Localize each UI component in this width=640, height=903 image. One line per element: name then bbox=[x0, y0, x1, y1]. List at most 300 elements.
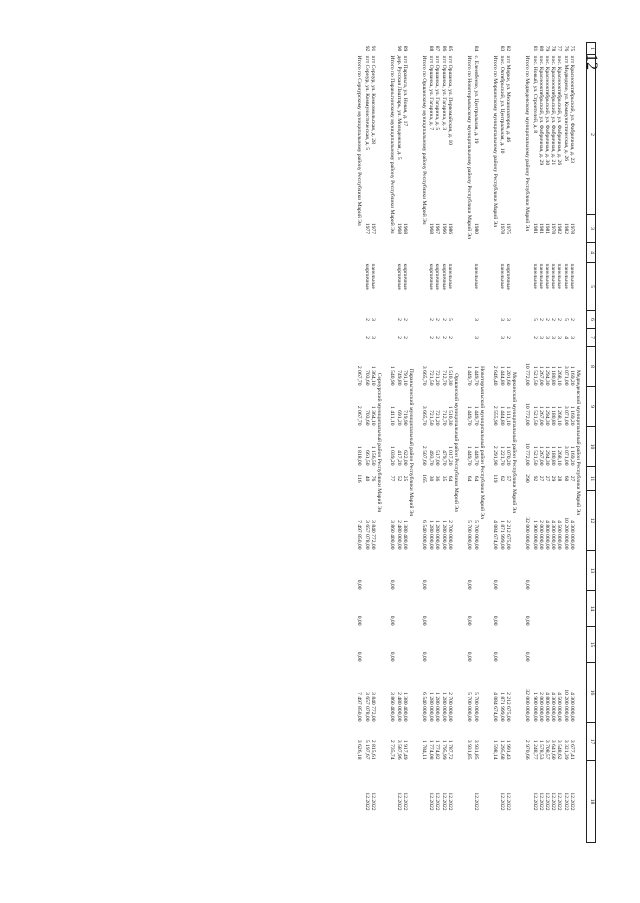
section-title: Оршанский муниципальный район Республики Марий Эл bbox=[452, 373, 459, 512]
total-cell bbox=[387, 43, 395, 55]
repair-program-table bbox=[355, 42, 596, 843]
table-row bbox=[555, 43, 561, 843]
total-cell bbox=[523, 263, 531, 311]
total-cell bbox=[490, 243, 498, 263]
table-cell: 1 156,50 bbox=[369, 445, 376, 466]
total-cell bbox=[523, 761, 531, 843]
table-cell: 1 280 000,00 bbox=[428, 520, 435, 550]
table-cell: 1 070,20 bbox=[505, 445, 512, 466]
table-cell: 1 364,10 bbox=[369, 405, 376, 426]
total-cell: 7 497 850,00 bbox=[356, 692, 363, 722]
table-cell bbox=[505, 627, 511, 663]
table-cell: 4 800 000,00 bbox=[543, 692, 550, 722]
table-cell bbox=[369, 243, 375, 263]
table-cell: 1 364,10 bbox=[369, 365, 376, 386]
total-cell bbox=[387, 311, 395, 329]
section-heading-row bbox=[511, 43, 523, 843]
table-cell: пгт Оршанка, ул. Гагарина, д. 3 bbox=[440, 55, 447, 131]
table-cell: панельные bbox=[369, 263, 376, 290]
total-cell: 10 772,00 bbox=[524, 443, 531, 466]
table-cell: 2 000 000,00 bbox=[537, 520, 544, 550]
table-cell: 1978 bbox=[568, 222, 575, 235]
total-cell: 6 540 000,00 bbox=[421, 692, 428, 722]
table-cell: панельные bbox=[537, 263, 544, 290]
table-cell: 1982 bbox=[556, 222, 563, 235]
total-cell: 0,00 bbox=[465, 579, 472, 590]
table-cell bbox=[401, 243, 407, 263]
table-cell bbox=[543, 243, 549, 263]
table-cell: 77 bbox=[556, 45, 563, 52]
total-cell bbox=[523, 243, 531, 263]
table-cell: 1 917,49 bbox=[402, 739, 409, 760]
section-title: Новоторъяльский муниципальный район Республики Марий Эл bbox=[478, 366, 485, 519]
section-title: Сернурский муниципальный район Республики Марий Эл bbox=[375, 372, 382, 513]
table-cell bbox=[555, 243, 561, 263]
table-cell: 712,70 bbox=[440, 370, 447, 386]
table-cell: 2 bbox=[434, 336, 441, 339]
total-cell bbox=[523, 43, 531, 55]
total-cell bbox=[419, 263, 427, 311]
table-cell: 721,50 bbox=[428, 370, 435, 386]
section-total-row bbox=[490, 43, 498, 843]
column-header: 7 bbox=[587, 329, 596, 347]
column-header: 12 bbox=[587, 491, 596, 551]
table-cell: 3 071,00 bbox=[562, 365, 569, 386]
table-cell: кирпичные bbox=[440, 263, 447, 291]
table-cell: 1 444,80 bbox=[499, 405, 506, 426]
table-cell: панельные bbox=[473, 263, 480, 290]
table-cell: 712,70 bbox=[440, 410, 447, 426]
section-heading-row bbox=[574, 43, 587, 843]
table-cell: 1 449,70 bbox=[473, 445, 480, 466]
table-cell: 1 380 400,00 bbox=[402, 692, 409, 722]
table-cell bbox=[555, 551, 561, 591]
table-row bbox=[427, 43, 433, 843]
table-cell: 1977 bbox=[369, 222, 376, 235]
section-heading-row bbox=[407, 43, 419, 843]
table-cell: 1 871 999,00 bbox=[499, 520, 506, 550]
table-cell: 2 bbox=[568, 318, 575, 321]
table-cell: 4 300 000,00 bbox=[550, 520, 557, 550]
total-cell: 0,00 bbox=[524, 615, 531, 626]
table-cell: 479,70 bbox=[440, 450, 447, 466]
table-cell: 12.2022 bbox=[369, 792, 376, 811]
table-cell: 2 700 000,00 bbox=[446, 520, 453, 550]
table-cell: 2 bbox=[363, 336, 370, 339]
table-cell: 91 bbox=[369, 45, 376, 52]
total-cell: Итого по Медведевскому муниципальному району Республики Марий Эл bbox=[524, 55, 531, 232]
table-cell bbox=[446, 627, 452, 663]
table-cell bbox=[369, 551, 375, 591]
total-cell: 10 772,00 bbox=[524, 363, 531, 386]
total-cell: 0,00 bbox=[492, 615, 499, 626]
table-cell: 12.2022 bbox=[434, 792, 441, 811]
column-header: 9 bbox=[587, 387, 596, 427]
table-cell: 4 300 000,00 bbox=[550, 692, 557, 722]
column-header: 1 bbox=[587, 43, 596, 55]
table-cell: 3 bbox=[537, 336, 544, 339]
total-cell: 0,00 bbox=[356, 615, 363, 626]
table-cell: 5 bbox=[446, 318, 453, 321]
total-cell bbox=[355, 329, 363, 347]
table-cell: 1967 bbox=[434, 222, 441, 235]
table-cell: 703,60 bbox=[363, 410, 370, 426]
table-cell: 92 bbox=[363, 45, 370, 52]
total-cell bbox=[387, 761, 395, 843]
table-row bbox=[549, 43, 555, 843]
table-cell: пгт Медведево, ул. Коммунистическая, д. 26 bbox=[562, 55, 569, 162]
table-cell: 12.2022 bbox=[543, 792, 550, 811]
table-cell bbox=[446, 591, 452, 627]
table-cell bbox=[427, 243, 433, 263]
table-cell: 1 180,80 bbox=[550, 365, 557, 386]
table-cell bbox=[555, 627, 561, 663]
table-cell: 791,10 bbox=[402, 370, 409, 386]
table-cell: 1981 bbox=[543, 222, 550, 235]
total-cell bbox=[355, 243, 363, 263]
table-cell: 1981 bbox=[531, 222, 538, 235]
table-cell: 79 bbox=[543, 45, 550, 52]
table-cell: 1975 bbox=[505, 222, 512, 235]
total-cell bbox=[419, 761, 427, 843]
table-cell: 5 bbox=[562, 318, 569, 321]
total-cell: 1 449,70 bbox=[465, 445, 472, 466]
section-total-row bbox=[387, 43, 395, 843]
table-cell: 2 480 000,00 bbox=[395, 520, 402, 550]
table-cell: пгт Оршанка, ул. Первомайская, д. 10 bbox=[446, 55, 453, 146]
total-cell bbox=[419, 243, 427, 263]
table-cell bbox=[434, 243, 440, 263]
table-cell bbox=[498, 591, 504, 627]
column-header: 15 bbox=[587, 627, 596, 663]
table-cell: 82 bbox=[505, 45, 512, 52]
table-cell bbox=[537, 627, 543, 663]
table-cell: пос. Октябрьский, ул. Центральная, д. 10 bbox=[499, 55, 506, 154]
total-cell bbox=[387, 263, 395, 311]
table-cell bbox=[549, 591, 555, 627]
table-cell: 2 480 000,00 bbox=[395, 692, 402, 722]
total-cell: 4 084 674,00 bbox=[492, 520, 499, 550]
table-cell bbox=[531, 551, 537, 591]
table-cell: 517,00 bbox=[434, 450, 441, 466]
table-cell: 3 bbox=[568, 336, 575, 339]
table-cell: 2 bbox=[440, 336, 447, 339]
table-cell: 27 bbox=[543, 475, 550, 482]
total-cell bbox=[419, 43, 427, 55]
table-cell: 1968 bbox=[395, 222, 402, 235]
table-cell: 12.2022 bbox=[550, 792, 557, 811]
table-cell: 3 321,39 bbox=[562, 739, 569, 760]
table-cell: 3 071,00 bbox=[562, 405, 569, 426]
table-cell: 1 521,50 bbox=[531, 445, 538, 466]
table-cell: 1 787,72 bbox=[446, 739, 453, 760]
table-cell bbox=[369, 627, 375, 663]
table-cell: 2 bbox=[434, 318, 441, 321]
column-header: 17 bbox=[587, 723, 596, 761]
table-cell: 3 587,96 bbox=[395, 739, 402, 760]
total-cell: 0,00 bbox=[421, 615, 428, 626]
table-cell: 80 bbox=[537, 45, 544, 52]
table-cell: 89 bbox=[402, 45, 409, 52]
section-heading-row bbox=[478, 43, 490, 843]
table-cell: 2 bbox=[428, 336, 435, 339]
total-cell: 1 598,14 bbox=[492, 739, 499, 760]
table-cell: 1 111,10 bbox=[505, 406, 512, 426]
table-cell: 3 840 772,00 bbox=[369, 520, 376, 550]
table-cell: 4 300 000,00 bbox=[568, 692, 575, 722]
table-cell: 1968 bbox=[428, 222, 435, 235]
total-cell: 3 860 400,00 bbox=[388, 692, 395, 722]
page-number: 12 bbox=[583, 54, 600, 70]
total-cell: 77 bbox=[388, 475, 395, 482]
table-cell: 1 268,10 bbox=[556, 445, 563, 466]
table-cell: 81 bbox=[531, 45, 538, 52]
table-cell: кирпичные bbox=[505, 263, 512, 291]
table-row bbox=[531, 43, 537, 843]
table-cell: 5 700 000,00 bbox=[473, 692, 480, 722]
total-cell: 0,00 bbox=[492, 579, 499, 590]
table-cell: 1968 bbox=[402, 222, 409, 235]
table-cell: 1 449,70 bbox=[473, 365, 480, 386]
total-cell: Итого по Оршанскому муниципальному району Республики Марий Эл bbox=[421, 55, 428, 225]
table-cell: 1 774,08 bbox=[428, 739, 435, 760]
table-cell: панельные bbox=[499, 263, 506, 290]
table-cell: 1 380 400,00 bbox=[402, 520, 409, 550]
table-cell: 64 bbox=[446, 475, 453, 482]
section-total-row bbox=[464, 43, 472, 843]
table-cell: 12.2022 bbox=[568, 792, 575, 811]
section-heading-row bbox=[452, 43, 464, 843]
table-cell: 1 991,43 bbox=[505, 739, 512, 760]
table-cell: кирпичные bbox=[395, 263, 402, 291]
table-cell: панельные bbox=[531, 263, 538, 290]
table-row bbox=[434, 43, 440, 843]
table-cell bbox=[549, 551, 555, 591]
table-cell: 3 071,00 bbox=[562, 445, 569, 466]
table-cell: 5 700 000,00 bbox=[473, 520, 480, 550]
table-cell: пгт Сернур, ул. Комсомольская, д. 28 bbox=[369, 55, 376, 144]
table-cell: 1 449,70 bbox=[473, 405, 480, 426]
total-cell: Итого по Новоторъяльскому муниципальному району Республики Марий Эл bbox=[465, 55, 472, 239]
table-row bbox=[498, 43, 504, 843]
table-cell: 3 bbox=[499, 318, 506, 321]
table-cell: 2 bbox=[531, 336, 538, 339]
table-cell: 2 bbox=[395, 318, 402, 321]
table-cell: 1 280 000,00 bbox=[428, 692, 435, 722]
section-title: Медведевский муниципальный район Республики Марий Эл bbox=[574, 370, 581, 515]
table-cell: 1986 bbox=[446, 222, 453, 235]
table-cell: 1 900 000,00 bbox=[531, 692, 538, 722]
section-total-row bbox=[355, 43, 363, 843]
table-cell: 622,00 bbox=[402, 450, 409, 466]
total-cell bbox=[490, 329, 498, 347]
table-cell: 84 bbox=[473, 45, 480, 52]
column-header: 13 bbox=[587, 551, 596, 591]
total-cell: 64 bbox=[465, 475, 472, 482]
total-cell bbox=[419, 311, 427, 329]
table-cell bbox=[363, 243, 369, 263]
column-header: 8 bbox=[587, 347, 596, 387]
table-cell bbox=[562, 243, 568, 263]
table-cell: панельные bbox=[556, 263, 563, 290]
table-cell bbox=[549, 243, 555, 263]
table-cell: 1978 bbox=[499, 222, 506, 235]
table-cell: панельные bbox=[446, 263, 453, 290]
table-cell: 5 bbox=[531, 318, 538, 321]
table-cell: 57 bbox=[505, 475, 512, 482]
table-cell bbox=[549, 627, 555, 663]
table-cell bbox=[434, 627, 440, 663]
total-cell: 116 bbox=[356, 474, 363, 483]
table-cell: 87 bbox=[434, 45, 441, 52]
table-cell bbox=[568, 243, 574, 263]
table-cell bbox=[531, 591, 537, 627]
total-cell: 2 555,90 bbox=[492, 405, 499, 426]
table-cell bbox=[427, 551, 433, 591]
table-cell: 85 bbox=[446, 45, 453, 52]
table-cell: пгт Оршанка, ул. Гагарина, д. 7 bbox=[428, 55, 435, 131]
table-cell: 12.2022 bbox=[402, 792, 409, 811]
table-cell: 4 bbox=[562, 336, 569, 339]
table-cell: 3 bbox=[369, 336, 376, 339]
table-cell: 2 bbox=[428, 318, 435, 321]
table-cell: 3 bbox=[543, 336, 550, 339]
table-cell: 12.2022 bbox=[440, 792, 447, 811]
column-header: 5 bbox=[587, 263, 596, 311]
table-cell: 1 521,50 bbox=[531, 405, 538, 426]
table-cell: 3 657 078,00 bbox=[363, 692, 370, 722]
total-cell: 0,00 bbox=[388, 651, 395, 662]
total-cell: 2 735,74 bbox=[388, 739, 395, 760]
table-cell: 60 bbox=[562, 475, 569, 482]
total-cell bbox=[355, 311, 363, 329]
total-cell bbox=[490, 761, 498, 843]
table-cell bbox=[446, 551, 452, 591]
table-cell bbox=[562, 551, 568, 591]
total-cell bbox=[387, 243, 395, 263]
table-cell bbox=[498, 627, 504, 663]
table-cell: 4 300 000,00 bbox=[568, 520, 575, 550]
table-cell bbox=[434, 551, 440, 591]
table-cell: 2 bbox=[402, 318, 409, 321]
table-cell: 12.2022 bbox=[363, 792, 370, 811]
table-cell: 30 bbox=[428, 475, 435, 482]
table-cell: 12.2022 bbox=[556, 792, 563, 811]
section-total-row bbox=[419, 43, 427, 843]
table-cell: 2 bbox=[395, 336, 402, 339]
table-cell: 1 169,20 bbox=[568, 405, 575, 426]
table-cell: 12.2022 bbox=[446, 792, 453, 811]
column-header: 18 bbox=[587, 761, 596, 843]
total-cell: Итого по Моркинскому муниципальному району Республики Марий Эл bbox=[492, 55, 499, 228]
table-cell: 1 280 000,00 bbox=[440, 520, 447, 550]
table-cell: 2 bbox=[446, 336, 453, 339]
table-cell: 2 bbox=[363, 318, 370, 321]
table-cell: 4 500 000,00 bbox=[556, 520, 563, 550]
table-cell: 2 bbox=[440, 318, 447, 321]
table-cell: панельные bbox=[543, 263, 550, 290]
total-cell bbox=[355, 761, 363, 843]
table-cell: 1 268,10 bbox=[556, 405, 563, 426]
total-cell: 3 931,85 bbox=[465, 739, 472, 760]
table-row bbox=[363, 43, 369, 843]
total-cell bbox=[490, 263, 498, 311]
table-cell: пгт Параньга, ул. Новая, д. 17 bbox=[402, 55, 409, 127]
table-cell bbox=[369, 591, 375, 627]
table-cell: 1 510,30 bbox=[446, 405, 453, 426]
table-cell bbox=[440, 243, 446, 263]
table-cell: пос. Краснооктябрьский, ул. Фабричная, д. 29 bbox=[537, 55, 544, 166]
table-cell: 2 bbox=[505, 336, 512, 339]
table-cell: 2 212 675,00 bbox=[505, 520, 512, 550]
table-cell: 2 bbox=[537, 318, 544, 321]
total-cell: 32 000 000,00 bbox=[524, 517, 531, 550]
total-cell: 0,00 bbox=[421, 651, 428, 662]
table-cell: 1982 bbox=[562, 222, 569, 235]
table-cell: 90 bbox=[395, 45, 402, 52]
total-cell: 2 067,70 bbox=[356, 405, 363, 426]
table-cell: 1 900 000,00 bbox=[531, 520, 538, 550]
table-cell: 12.2022 bbox=[562, 792, 569, 811]
table-cell: 12.2022 bbox=[505, 792, 512, 811]
table-cell bbox=[568, 591, 574, 627]
table-row bbox=[395, 43, 401, 843]
column-header: 2 bbox=[587, 55, 596, 215]
column-number-header bbox=[587, 43, 596, 843]
total-cell: 0,00 bbox=[356, 651, 363, 662]
column-header: 4 bbox=[587, 243, 596, 263]
table-cell: 1 444,80 bbox=[499, 365, 506, 386]
table-cell: 1 180,80 bbox=[550, 405, 557, 426]
table-row bbox=[440, 43, 446, 843]
table-cell: 12.2022 bbox=[531, 792, 538, 811]
table-cell: 1 017,20 bbox=[446, 445, 453, 466]
table-cell: 1 294,30 bbox=[543, 365, 550, 386]
table-cell: 3 840 772,00 bbox=[369, 692, 376, 722]
total-cell bbox=[490, 43, 498, 55]
table-cell bbox=[505, 551, 511, 591]
table-cell: 3 bbox=[473, 318, 480, 321]
table-cell: 1978 bbox=[550, 222, 557, 235]
table-row bbox=[562, 43, 568, 843]
total-cell bbox=[464, 43, 472, 55]
total-cell: 0,00 bbox=[465, 615, 472, 626]
table-cell bbox=[531, 627, 537, 663]
table-cell bbox=[472, 591, 478, 627]
table-cell: 76 bbox=[562, 45, 569, 52]
table-cell bbox=[401, 627, 407, 663]
table-cell: 1 295,68 bbox=[499, 739, 506, 760]
total-cell: 5 700 000,00 bbox=[465, 692, 472, 722]
table-cell: 3 bbox=[369, 318, 376, 321]
table-cell: 3 931,85 bbox=[473, 739, 480, 760]
table-cell: 78 bbox=[550, 45, 557, 52]
table-cell: 2 815,61 bbox=[369, 739, 376, 760]
total-cell bbox=[464, 329, 472, 347]
table-cell bbox=[440, 627, 446, 663]
total-cell: 32 000 000,00 bbox=[524, 689, 531, 722]
table-cell: 1 267,00 bbox=[537, 445, 544, 466]
total-cell: 7 497 850,00 bbox=[356, 520, 363, 550]
table-cell: 3 657 078,00 bbox=[363, 520, 370, 550]
table-cell: 10 200 000,00 bbox=[562, 517, 569, 550]
total-cell: Итого по Сернурскому муниципальному району Республики Марий Эл bbox=[356, 55, 363, 226]
table-cell: 1 180,80 bbox=[550, 445, 557, 466]
table-cell: панельные bbox=[562, 263, 569, 290]
table-cell bbox=[568, 627, 574, 663]
table-cell: 1 221,70 bbox=[499, 445, 506, 466]
table-cell bbox=[363, 551, 369, 591]
